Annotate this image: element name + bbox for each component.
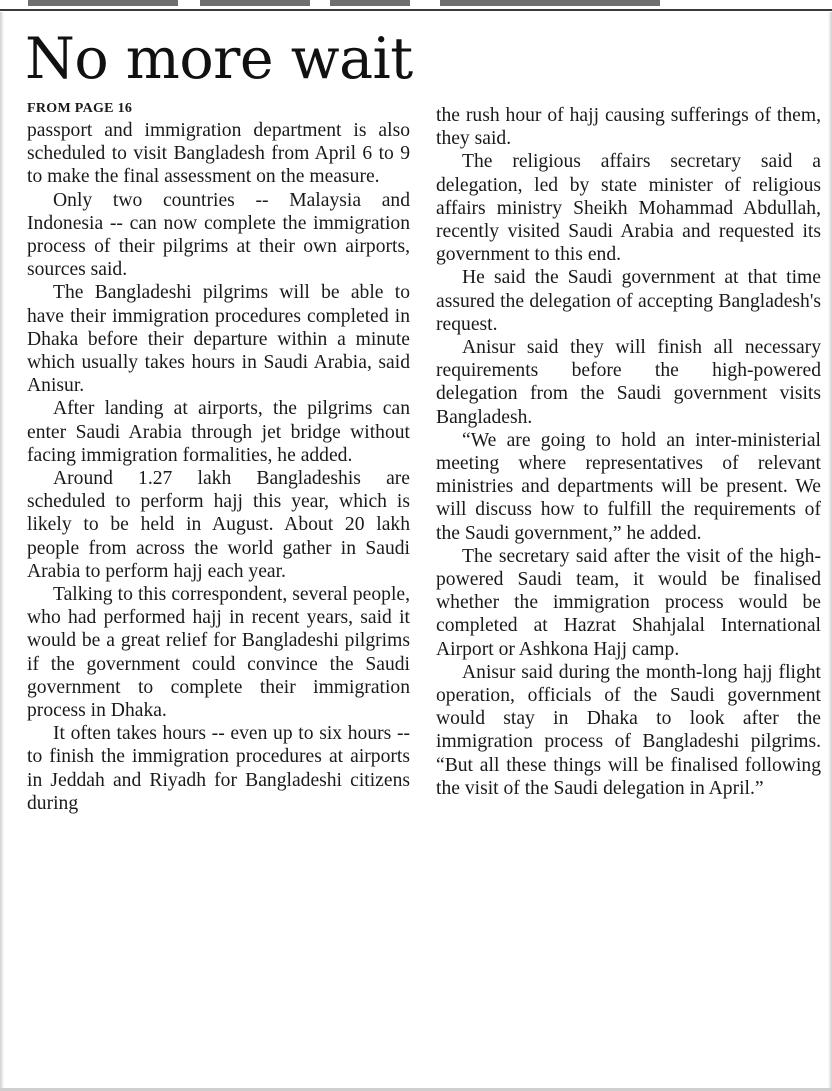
- top-border-line: [0, 9, 832, 11]
- paragraph: The religious affairs secretary said a delegation, led by state minister of religious affairs ministry Sheikh Mohammad Abdullah, recently visited Saudi Arabia and requested its government to this end.: [436, 151, 821, 266]
- paragraph: Anisur said during the month-long hajj flight operation, officials of the Saudi government would stay in Dhaka to look after the immigration process of Bangladeshi pilgrims. “But all these things will be finalised following the visit of the Saudi delegation in April.”: [436, 661, 821, 799]
- paragraph: After landing at airports, the pilgrims can enter Saudi Arabia through jet bridge without facing immigration formalities, he added.: [27, 398, 410, 466]
- paragraph: passport and immigration department is also scheduled to visit Bangladesh from April 6 to 9 to make the final assessment on the measure.: [27, 120, 410, 188]
- paragraph: The Bangladeshi pilgrims will be able to have their immigration procedures completed in Dhaka before their departure within a minute which usually takes hours in Saudi Arabia, said Anisur.: [27, 282, 410, 397]
- headline: No more wait: [25, 26, 413, 92]
- top-border-dash: [330, 0, 410, 6]
- left-page-edge: [0, 12, 4, 1091]
- top-border-dash: [440, 0, 660, 6]
- top-border-dash: [28, 0, 178, 6]
- paragraph: Only two countries -- Malaysia and Indonesia -- can now complete the immigration process of their pilgrims at their own airports, sources said.: [27, 189, 410, 281]
- top-border-strip: [0, 0, 832, 12]
- paragraph: Talking to this correspondent, several people, who had performed hajj in recent years, said it would be a great relief for Bangladeshi pilgrims if the government could convince the Saudi government to complete their immigration process in Dhaka.: [27, 584, 410, 722]
- paragraph: Anisur said they will finish all necessary requirements before the high-powered delegation from the Saudi government visits Bangladesh.: [436, 337, 821, 428]
- article-column-left: [27, 99, 410, 1084]
- paragraph: He said the Saudi government at that time assured the delegation of accepting Bangladesh's request.: [436, 267, 821, 335]
- paragraph: Around 1.27 lakh Bangladeshis are scheduled to perform hajj this year, which is likely to be held in August. About 20 lakh people from across the world gather in Saudi Arabia to perform hajj each year.: [27, 468, 410, 582]
- paragraph: the rush hour of hajj causing sufferings of them, they said.: [436, 105, 821, 150]
- right-page-edge: [828, 12, 832, 1091]
- jump-line: FROM PAGE 16: [27, 101, 133, 116]
- paragraph: The secretary said after the visit of the high-powered Saudi team, it would be finalised whether the immigration process would be completed at Hazrat Shahjalal International Airport or Ashkona Hajj camp.: [436, 545, 821, 660]
- paragraph: It often takes hours -- even up to six hours -- to finish the immigration procedures at airports in Jeddah and Riyadh for Bangladeshi citizens during: [27, 723, 410, 814]
- top-border-dash: [200, 0, 310, 6]
- paragraph: “We are going to hold an inter-ministerial meeting where representatives of relevant ministries and departments will be present. We will discuss how to fulfill the requirements of the Saudi government,” he added.: [436, 429, 821, 544]
- article-column-right: [436, 104, 821, 1089]
